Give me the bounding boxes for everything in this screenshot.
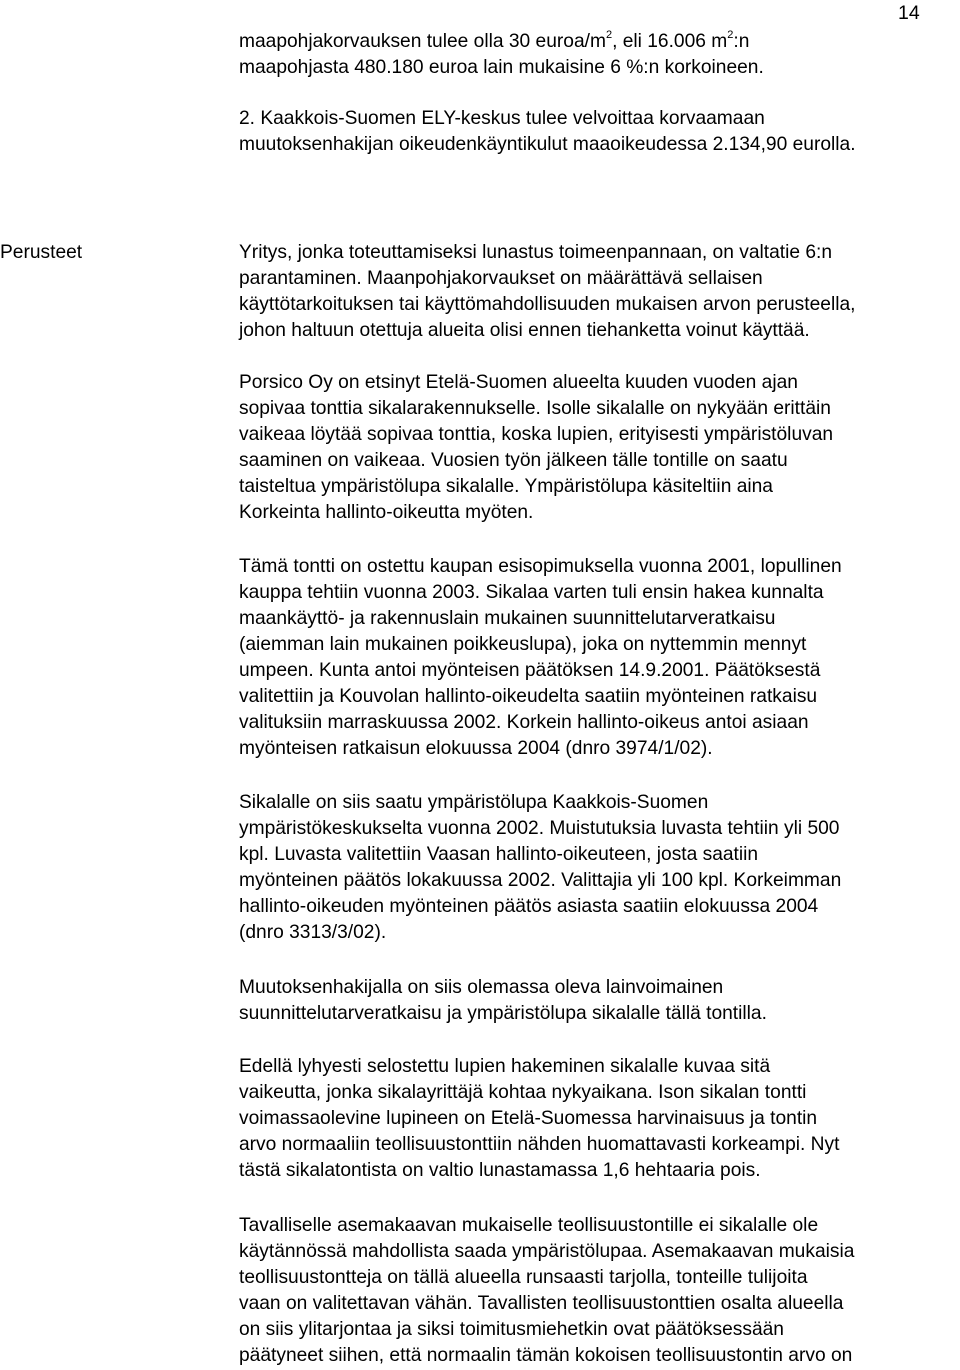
- text-line: tästä sikalatontista on valtio lunastamassa 1,6 hehtaaria pois.: [239, 1160, 761, 1181]
- text-line: teollisuustontteja on tällä alueella runsaasti tarjolla, tonteille tulijoita: [239, 1267, 808, 1288]
- paragraph-3: [239, 554, 960, 762]
- text-line: vaikeutta, jonka sikalayrittäjä kohtaa nykyaikana. Ison sikalan tontti: [239, 1082, 807, 1103]
- text-line: on siis ylitarjontaa ja siksi toimitusmiehetkin ovat päätöksessään: [239, 1319, 784, 1340]
- text-line: käytännössä mahdollista saada ympäristölupaa. Asemakaavan mukaisia: [239, 1241, 855, 1262]
- paragraph-6: [239, 1054, 960, 1184]
- text-line: suunnittelutarveratkaisu ja ympäristölupa sikalalle tällä tontilla.: [239, 1003, 767, 1024]
- page-number: 14: [898, 2, 920, 24]
- text-line: myönteinen päätös lokakuussa 2002. Valittajia yli 100 kpl. Korkeimman: [239, 870, 842, 891]
- text-line: maapohjasta 480.180 euroa lain mukaisine 6 %:n korkoineen.: [239, 57, 764, 78]
- text-line: käyttötarkoituksen tai käyttömahdollisuuden mukaisen arvon perusteella,: [239, 294, 856, 315]
- text-line: (dnro 3313/3/02).: [239, 922, 387, 943]
- text-line: muutoksenhakijan oikeudenkäyntikulut maaoikeudessa 2.134,90 eurolla.: [239, 134, 856, 155]
- text-line: hallinto-oikeuden myönteinen päätös asiasta saatiin elokuussa 2004: [239, 896, 819, 917]
- paragraph-1: [239, 240, 960, 344]
- text-line: maapohjakorvauksen tulee olla 30 euroa/$m^2$, eli 16.006 $m^2:n$: [239, 29, 750, 52]
- item-2: [239, 106, 960, 158]
- text-line: kpl. Luvasta valitettiin Vaasan hallinto-oikeuteen, josta saatiin: [239, 844, 759, 865]
- text-line: Porsico Oy on etsinyt Etelä-Suomen alueelta kuuden vuoden ajan: [239, 372, 798, 393]
- paragraph-4: [239, 790, 960, 946]
- text-line: arvo normaaliin teollisuustonttiin nähden huomattavasti korkeampi. Nyt: [239, 1134, 840, 1155]
- text-line: myönteisen ratkaisun elokuussa 2004 (dnro 3974/1/02).: [239, 738, 713, 759]
- paragraph-5: [239, 975, 960, 1027]
- intro-text: [239, 29, 960, 81]
- text-line: vaan on valitettavan vähän. Tavallisten teollisuustonttien osalta alueella: [239, 1293, 844, 1314]
- section-label: Perusteet: [0, 242, 83, 263]
- text-line: Edellä lyhyesti selostettu lupien hakeminen sikalalle kuvaa sitä: [239, 1056, 771, 1077]
- text-line: sopivaa tonttia sikalarakennukselle. Isolle sikalalle on nykyään erittäin: [239, 398, 831, 419]
- text-line: valituksiin marraskuussa 2002. Korkein hallinto-oikeus antoi asiaan: [239, 712, 809, 733]
- text-line: 2. Kaakkois-Suomen ELY-keskus tulee velvoittaa korvaamaan: [239, 108, 765, 129]
- text-line: maankäyttö- ja rakennuslain mukainen suunnittelutarveratkaisu: [239, 608, 776, 629]
- text-line: vaikeaa löytää sopivaa tonttia, koska lupien, erityisesti ympäristöluvan: [239, 424, 834, 445]
- text-line: taisteltua ympäristölupa sikalalle. Ympäristölupa käsiteltiin aina: [239, 476, 773, 497]
- text-line: ympäristökeskukselta vuonna 2002. Muistutuksia luvasta tehtiin yli 500: [239, 818, 840, 839]
- text-line: Tavalliselle asemakaavan mukaiselle teollisuustontille ei sikalalle ole: [239, 1215, 819, 1236]
- text-line: päätyneet siihen, että normaalin tämän kokoisen teollisuustontin arvo on: [239, 1345, 853, 1366]
- text-line: Yritys, jonka toteuttamiseksi lunastus toimeenpannaan, on valtatie 6:n: [239, 242, 833, 263]
- text-line: valitettiin ja Kouvolan hallinto-oikeudelta saatiin myönteinen ratkaisu: [239, 686, 818, 707]
- text-line: johon haltuun otettuja alueita olisi ennen tiehanketta voinut käyttää.: [239, 320, 810, 341]
- text-line: parantaminen. Maanpohjakorvaukset on määrättävä sellaisen: [239, 268, 763, 289]
- text-line: umpeen. Kunta antoi myönteisen päätöksen 14.9.2001. Päätöksestä: [239, 660, 821, 681]
- text-line: saaminen on vaikeaa. Vuosien työn jälkeen tälle tontille on saatu: [239, 450, 788, 471]
- text-line: Tämä tontti on ostettu kaupan esisopimuksella vuonna 2001, lopullinen: [239, 556, 842, 577]
- text-line: kauppa tehtiin vuonna 2003. Sikalaa varten tuli ensin hakea kunnalta: [239, 582, 824, 603]
- text-line: Sikalalle on siis saatu ympäristölupa Kaakkois-Suomen: [239, 792, 709, 813]
- text-line: Korkeinta hallinto-oikeutta myöten.: [239, 502, 534, 523]
- text-line: Muutoksenhakijalla on siis olemassa oleva lainvoimainen: [239, 977, 724, 998]
- text-line: voimassaolevine lupineen on Etelä-Suomessa harvinaisuus ja tontin: [239, 1108, 818, 1129]
- text-line: (aiemman lain mukainen poikkeuslupa), joka on nyttemmin mennyt: [239, 634, 807, 655]
- paragraph-7: [239, 1213, 960, 1369]
- paragraph-2: [239, 370, 960, 526]
